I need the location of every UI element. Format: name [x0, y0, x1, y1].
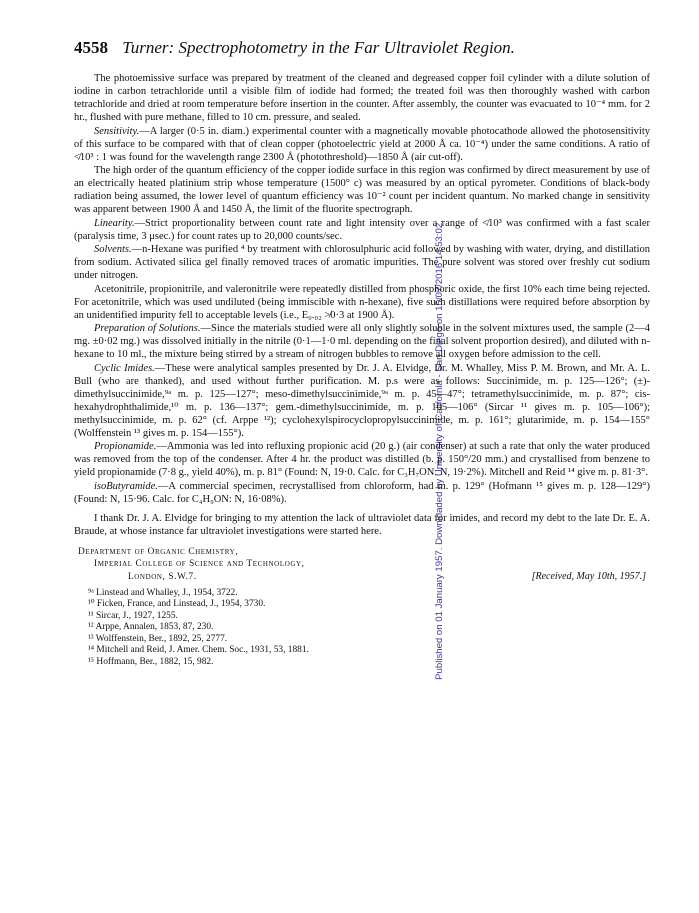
paragraph: Preparation of Solutions.—Since the materials studied were all only slightly soluble in the solvent mixtures used, the sample (2—4 mg. ±0·02 mg.) was dissolved initially in the nitrile (0·1—1·0 ml. depending on the final solvent proportion desired), and diluted with n-hexane to 10 ml., the mixture being stirred by a stream of nitrogen bubbles to remove all oxygen before admission to the cell. [74, 323, 650, 360]
reference-item: ¹³ Wolffenstein, Ber., 1892, 25, 2777. [88, 633, 228, 644]
paragraph: Propionamide.—Ammonia was led into refluxing propionic acid (20 g.) (air condenser) at such a rate that only the water produced was removed from the top of the condenser. After 4 hr. the product was distilled (b. p. 150°/20 mm.) and crystallised from benzene to yield propionamide (7·8 g., yield 40%), m. p. 81° (Found: N, 19·0. Calc. for C₃H₇ON: N, 19·2%). Mitchell and Reid ¹⁴ give m. p. 81·3°. [74, 441, 650, 478]
page-header [74, 38, 650, 72]
journal-page [74, 38, 650, 669]
acknowledgement: I thank Dr. J. A. Elvidge for bringing to my attention the lack of ultraviolet data for imides, and record my debt to the late Dr. E. A. Braude, at whose instance far ultraviolet investigations were started here. [74, 512, 650, 537]
paragraph: Sensitivity.—A larger (0·5 in. diam.) experimental counter with a magnetically movable photocathode allowed the photosensitivity of this surface to be compared with that of clean copper (photoelectric yield at 2000 Å ca. 10⁻⁴) under the same conditions. A ratio of ≮10³ : 1 was found for the wavelength range 2300 Å (photothreshold)—1850 Å (air cut-off). [74, 125, 650, 163]
reference-item: ¹⁰ Ficken, France, and Linstead, J., 1954, 3730. [88, 599, 266, 610]
reference-item: ¹⁵ Hoffmann, Ber., 1882, 15, 982. [88, 657, 214, 668]
paragraph: The photoemissive surface was prepared by treatment of the cleaned and degreased copper foil cylinder with a dilute solution of iodine in carbon tetrachloride until a visible film of iodide had formed; the treated foil was then thoroughly washed with carbon tetrachloride and dried at room temperature before insertion in the counter. After assembly, the counter was evacuated to 10⁻⁴ mm. for 2 hr., flushed with pure methane, filled to 10 cm. pressure, and sealed. [74, 73, 650, 123]
affiliation-block [74, 546, 650, 584]
running-title: Turner: Spectrophotometry in the Far Ultraviolet Region. [122, 38, 515, 57]
department-line: Department of Organic Chemistry, [78, 546, 239, 557]
reference-item: ⁹ᵃ Linstead and Whalley, J., 1954, 3722. [88, 587, 238, 598]
reference-item: ¹² Arppe, Annalen, 1853, 87, 230. [88, 622, 214, 633]
reference-item: ¹¹ Sircar, J., 1927, 1255. [88, 610, 178, 621]
paragraph: Linearity.—Strict proportionality between count rate and light intensity over a range of ≮10³ was confirmed with a fast scaler (paralysis time, 3 μsec.) for count rates up to 20,000 counts/sec. [74, 217, 650, 242]
article-body [74, 72, 650, 538]
page-number: 4558 [74, 38, 108, 57]
paragraph: The high order of the quantum efficiency of the copper iodide surface in this region was confirmed by direct measurement by use of an electrically heated platinium strip whose temperature (1500° c) was measured by an optical pyrometer. Conditions of black-body radiation being assumed, the lower level of quantum efficiency was 10⁻² count per incident quantum. No marked change in sensitivity was apparent between 1900 Å and 1450 Å, the limit of the fluorite spectrograph. [74, 165, 650, 215]
paragraph: Cyclic Imides.—These were analytical samples presented by Dr. J. A. Elvidge, Dr. M. Whalley, Miss P. M. Brown, and Mr. A. L. Bull (who are thanked), and used without further purification. M. p.s were as follows: Succinimide, m. p. 125—126°; (±)-dimethylsuccinimide,⁹ᵃ m. p. 125—127°; meso-dimethylsuccinimide,⁹ᵃ m. p. 45—47°; tetramethylsuccinimide, m. p. 87°; cis-hexahydrophthalimide,¹⁰ m. p. 136—137°; gem.-dimethylsuccinimide, m. p. 105—106° (Sircar ¹¹ gives m. p. 105—106°); methylsuccinimide, m. p. 62° (cf. Arppe ¹²); cyclohexylspirocyclopropylsuccinimide, m. p. 161°; glutarimide, m. p. 154—155° (Wolffenstein ¹³ gives m. p. 154—155°). [74, 362, 650, 439]
paragraph: isoButyramide.—A commercial specimen, recrystallised from chloroform, had m. p. 129° (Hofmann ¹⁵ gives m. p. 128—129°) (Found: N, 15·96. Calc. for C₄H₉ON: N, 16·08%). [74, 480, 650, 505]
city-line: London, S.W.7. [128, 571, 197, 582]
paragraph: Solvents.—n-Hexane was purified ⁴ by treatment with chlorosulphuric acid followed by washing with water, drying, and distillation from sodium. Activated silica gel finally removed traces of aromatic impurities. The pure solvent was stored over freshly cut sodium under nitrogen. [74, 244, 650, 281]
reference-item: ¹⁴ Mitchell and Reid, J. Amer. Chem. Soc., 1931, 53, 1881. [88, 645, 309, 656]
references [74, 588, 650, 669]
college-line: Imperial College of Science and Technology, [94, 559, 305, 569]
paragraph: Acetonitrile, propionitrile, and valeronitrile were repeatedly distilled from phosphoric oxide, the first 10% each time being rejected. For acetonitrile, which was used undiluted (being immiscible with n-hexane), five such distillations were required before absorption by an unidentified impurity fell to acceptable levels (i.e., E₀.₀₂ ≯0·3 at 1900 Å). [74, 283, 650, 321]
received-date: [Received, May 10th, 1957.] [531, 570, 646, 582]
download-notice: Published on 01 January 1957. Downloaded by University of California - San Diego on 15/07/2016 14:53:02. [434, 220, 445, 680]
